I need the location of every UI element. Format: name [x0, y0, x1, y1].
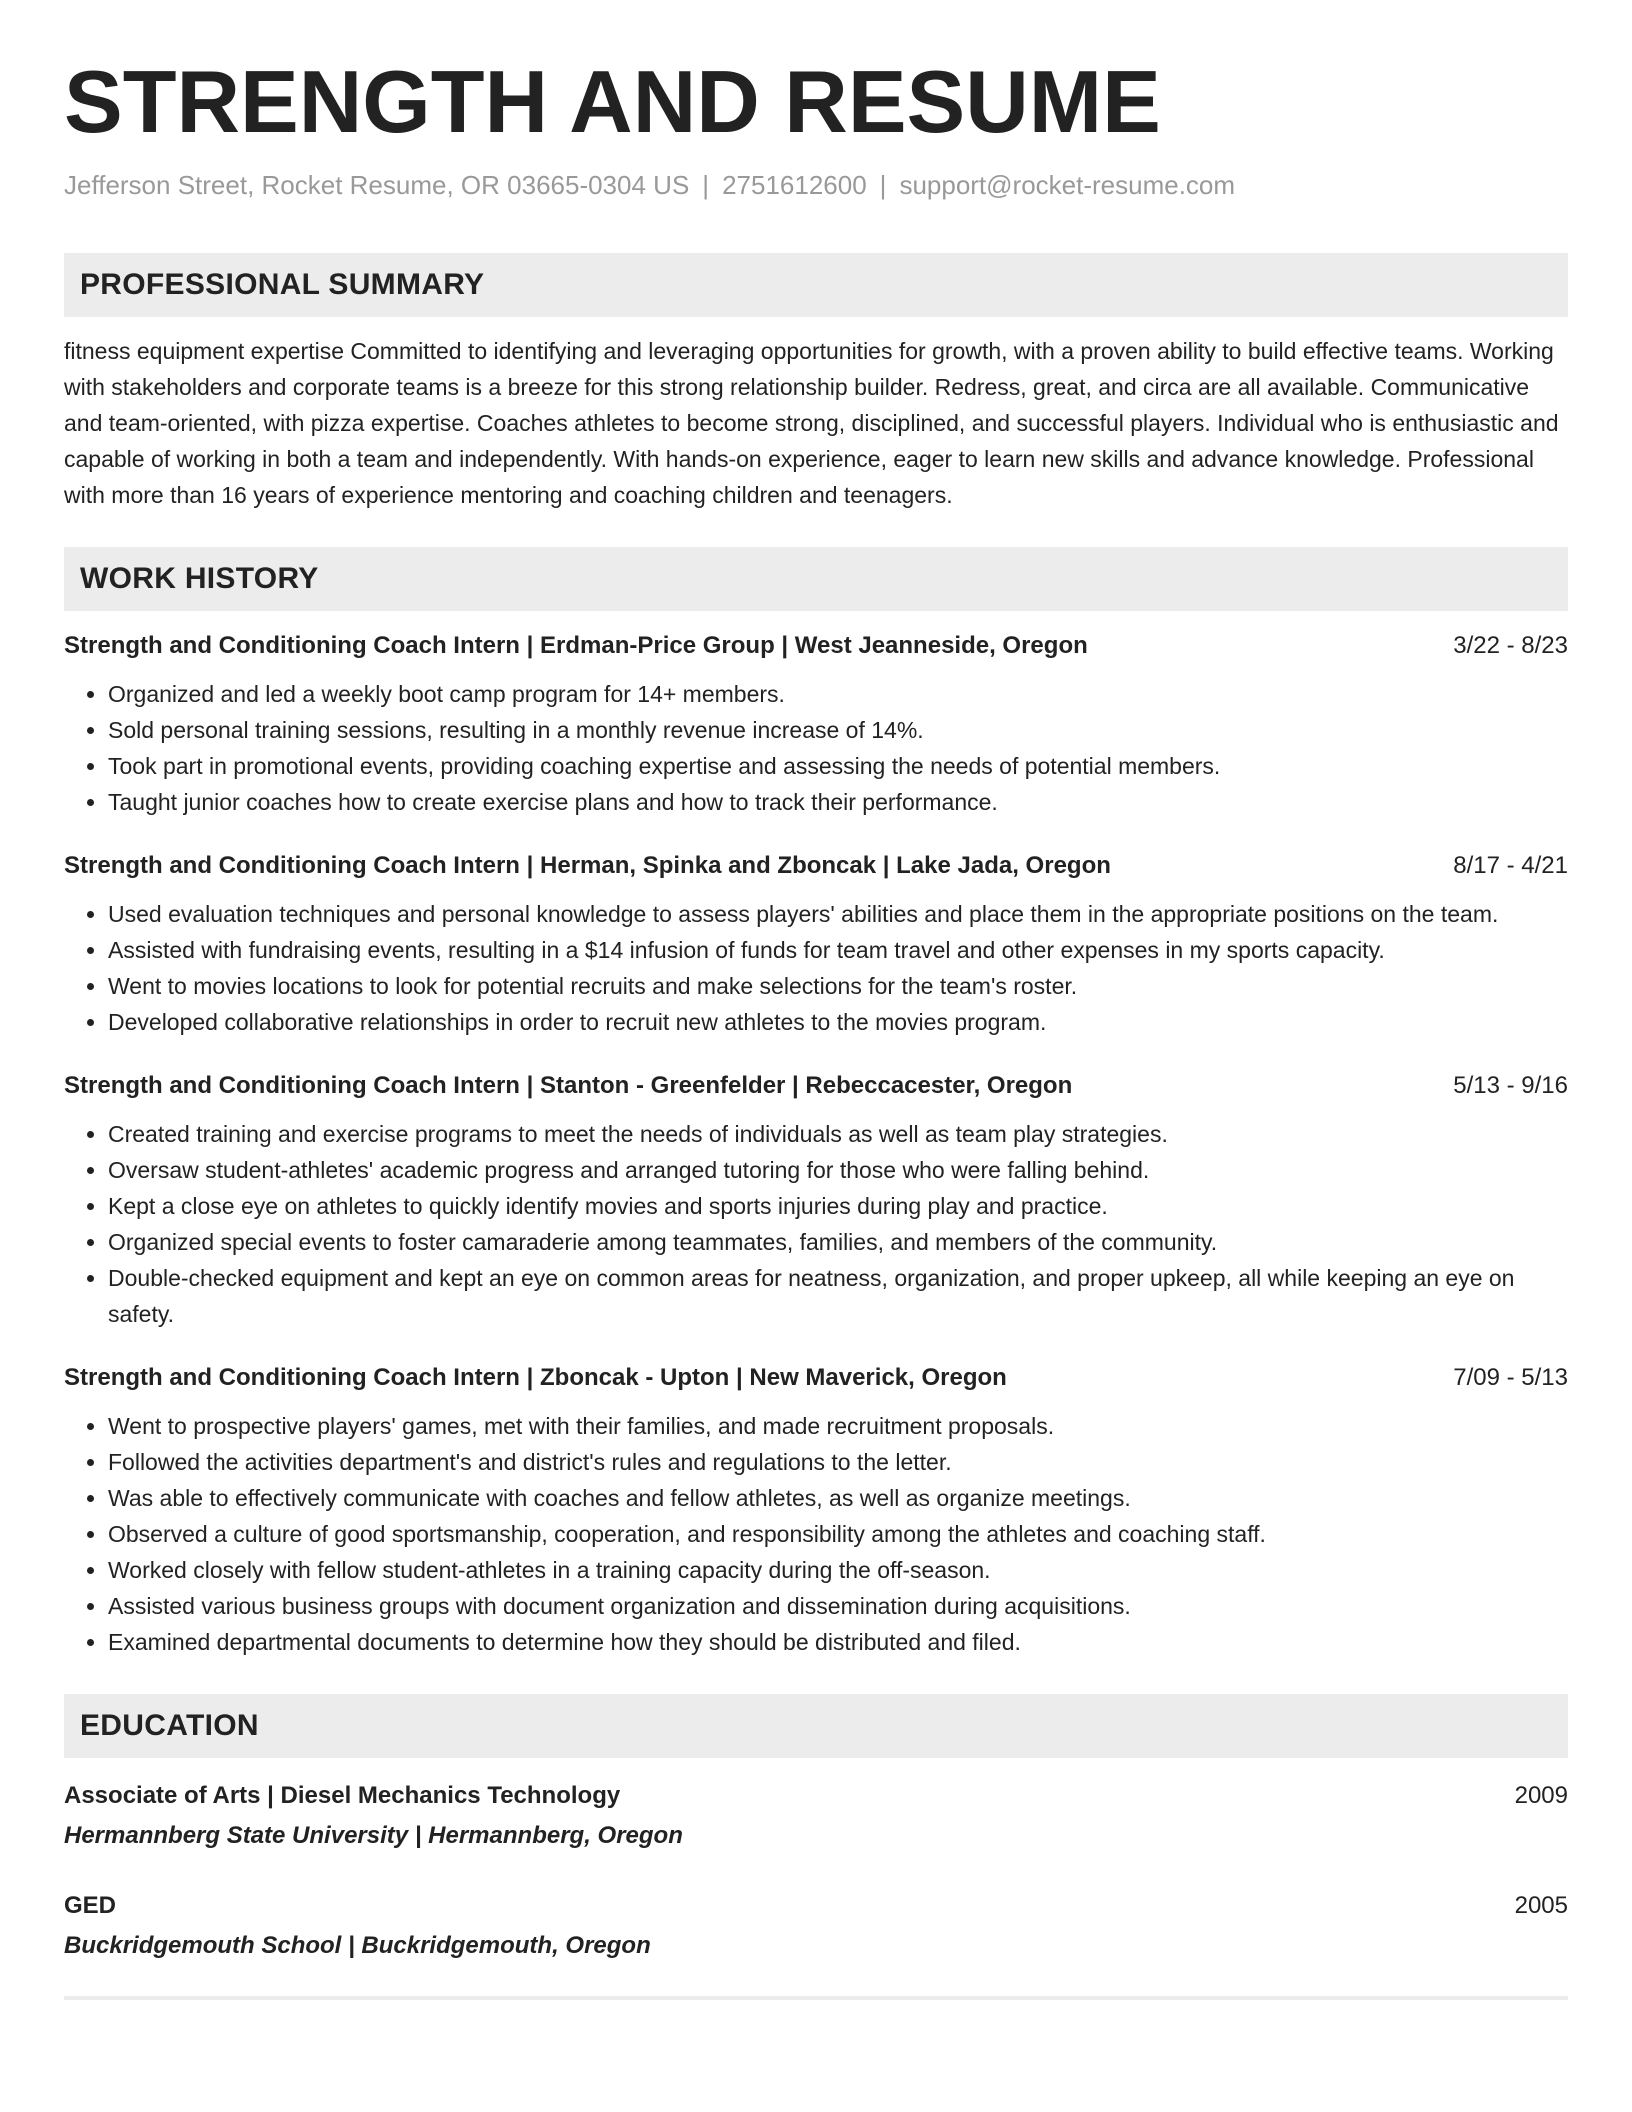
- job-bullet: • Assisted with fundraising events, resulting in a $14 infusion of funds for team travel and other expenses in my sports capacity.: [108, 932, 1568, 968]
- contact-separator: |: [879, 170, 887, 200]
- candidate-name: STRENGTH AND RESUME: [64, 52, 1161, 151]
- job-bullet: • Examined departmental documents to determine how they should be distributed and filed.: [108, 1624, 1568, 1660]
- job-bullet: • Worked closely with fellow student-athletes in a training capacity during the off-season.: [108, 1552, 1568, 1588]
- education-school: Hermannberg State University | Hermannberg, Oregon: [64, 1822, 683, 1850]
- contact-phone: 2751612600: [722, 170, 867, 200]
- education-entry: [64, 1886, 1568, 1966]
- education-year: 2009: [1514, 1782, 1568, 1810]
- contact-email: support@rocket-resume.com: [899, 170, 1236, 200]
- job-title: Strength and Conditioning Coach Intern | Erdman-Price Group | West Jeanneside, Oregon: [64, 632, 1088, 660]
- job-bullet: • Developed collaborative relationships in order to recruit new athletes to the movies program.: [108, 1004, 1568, 1040]
- job-title: Strength and Conditioning Coach Intern | Herman, Spinka and Zboncak | Lake Jada, Oregon: [64, 852, 1111, 880]
- job-bullet: • Was able to effectively communicate with coaches and fellow athletes, as well as organize meetings.: [108, 1480, 1568, 1516]
- education-section-header: EDUCATION: [64, 1694, 1568, 1758]
- job-bullet: • Assisted various business groups with document organization and dissemination during acquisitions.: [108, 1588, 1568, 1624]
- education-degree: Associate of Arts | Diesel Mechanics Technology: [64, 1782, 621, 1810]
- job-entry: [64, 1069, 1568, 1332]
- job-bullet-list: [64, 896, 1568, 1040]
- job-title: Strength and Conditioning Coach Intern | Stanton - Greenfelder | Rebeccacester, Oregon: [64, 1072, 1073, 1100]
- job-bullet: • Went to prospective players' games, met with their families, and made recruitment proposals.: [108, 1408, 1568, 1444]
- summary-text: fitness equipment expertise Committed to identifying and leveraging opportunities for growth, with a proven ability to build effective teams. Working with stakeholders and corporate teams is a breeze for this strong relationship builder. Redress, great, and circa are all available. Communicative and team-oriented, with pizza expertise. Coaches athletes to become strong, disciplined, and successful players. Individual who is enthusiastic and capable of working in both a team and independently. With hands-on experience, eager to learn new skills and advance knowledge. Professional with more than 16 years of experience mentoring and coaching children and teenagers.: [64, 338, 1559, 509]
- summary-section-header: PROFESSIONAL SUMMARY: [64, 253, 1568, 317]
- education-entry: [64, 1776, 1568, 1856]
- job-entry: [64, 1361, 1568, 1660]
- job-bullet-list: [64, 676, 1568, 820]
- job-bullet: • Kept a close eye on athletes to quickly identify movies and sports injuries during play and practice.: [108, 1188, 1568, 1224]
- job-heading-row: [64, 629, 1568, 663]
- job-dates: 3/22 - 8/23: [1453, 632, 1568, 660]
- education-list: [64, 1776, 1568, 1966]
- job-bullet: • Took part in promotional events, providing coaching expertise and assessing the needs of potential members.: [108, 748, 1568, 784]
- resume-page: [64, 52, 1568, 2000]
- job-dates: 7/09 - 5/13: [1453, 1364, 1568, 1392]
- job-heading-row: [64, 1069, 1568, 1103]
- job-bullet: • Double-checked equipment and kept an eye on common areas for neatness, organization, and proper upkeep, all while keeping an eye on safety.: [108, 1260, 1568, 1332]
- job-entry: [64, 629, 1568, 820]
- bottom-divider: [64, 1996, 1568, 2000]
- job-bullet: • Sold personal training sessions, resulting in a monthly revenue increase of 14%.: [108, 712, 1568, 748]
- contact-line: [64, 170, 1568, 201]
- job-heading-row: [64, 1361, 1568, 1395]
- job-bullet: • Observed a culture of good sportsmanship, cooperation, and responsibility among the athletes and coaching staff.: [108, 1516, 1568, 1552]
- education-year: 2005: [1514, 1892, 1568, 1920]
- job-bullet: • Went to movies locations to look for potential recruits and make selections for the team's roster.: [108, 968, 1568, 1004]
- job-bullet: • Used evaluation techniques and personal knowledge to assess players' abilities and place them in the appropriate positions on the team.: [108, 896, 1568, 932]
- education-school: Buckridgemouth School | Buckridgemouth, Oregon: [64, 1932, 651, 1960]
- job-bullet-list: [64, 1408, 1568, 1660]
- job-bullet: • Oversaw student-athletes' academic progress and arranged tutoring for those who were falling behind.: [108, 1152, 1568, 1188]
- education-heading-row: [64, 1776, 1568, 1816]
- job-bullet: • Taught junior coaches how to create exercise plans and how to track their performance.: [108, 784, 1568, 820]
- education-degree: GED: [64, 1892, 117, 1920]
- work-history-list: [64, 629, 1568, 1660]
- contact-address: Jefferson Street, Rocket Resume, OR 03665-0304 US: [64, 170, 690, 200]
- job-heading-row: [64, 849, 1568, 883]
- work-history-section-header: WORK HISTORY: [64, 547, 1568, 611]
- job-dates: 5/13 - 9/16: [1453, 1072, 1568, 1100]
- job-bullet: • Organized special events to foster camaraderie among teammates, families, and members of the community.: [108, 1224, 1568, 1260]
- job-entry: [64, 849, 1568, 1040]
- contact-separator: |: [702, 170, 710, 200]
- job-bullet: • Organized and led a weekly boot camp program for 14+ members.: [108, 676, 1568, 712]
- education-heading-row: [64, 1886, 1568, 1926]
- job-bullet: • Followed the activities department's and district's rules and regulations to the letter.: [108, 1444, 1568, 1480]
- job-bullet-list: [64, 1116, 1568, 1332]
- job-title: Strength and Conditioning Coach Intern | Zboncak - Upton | New Maverick, Oregon: [64, 1364, 1007, 1392]
- job-dates: 8/17 - 4/21: [1453, 852, 1568, 880]
- job-bullet: • Created training and exercise programs to meet the needs of individuals as well as team play strategies.: [108, 1116, 1568, 1152]
